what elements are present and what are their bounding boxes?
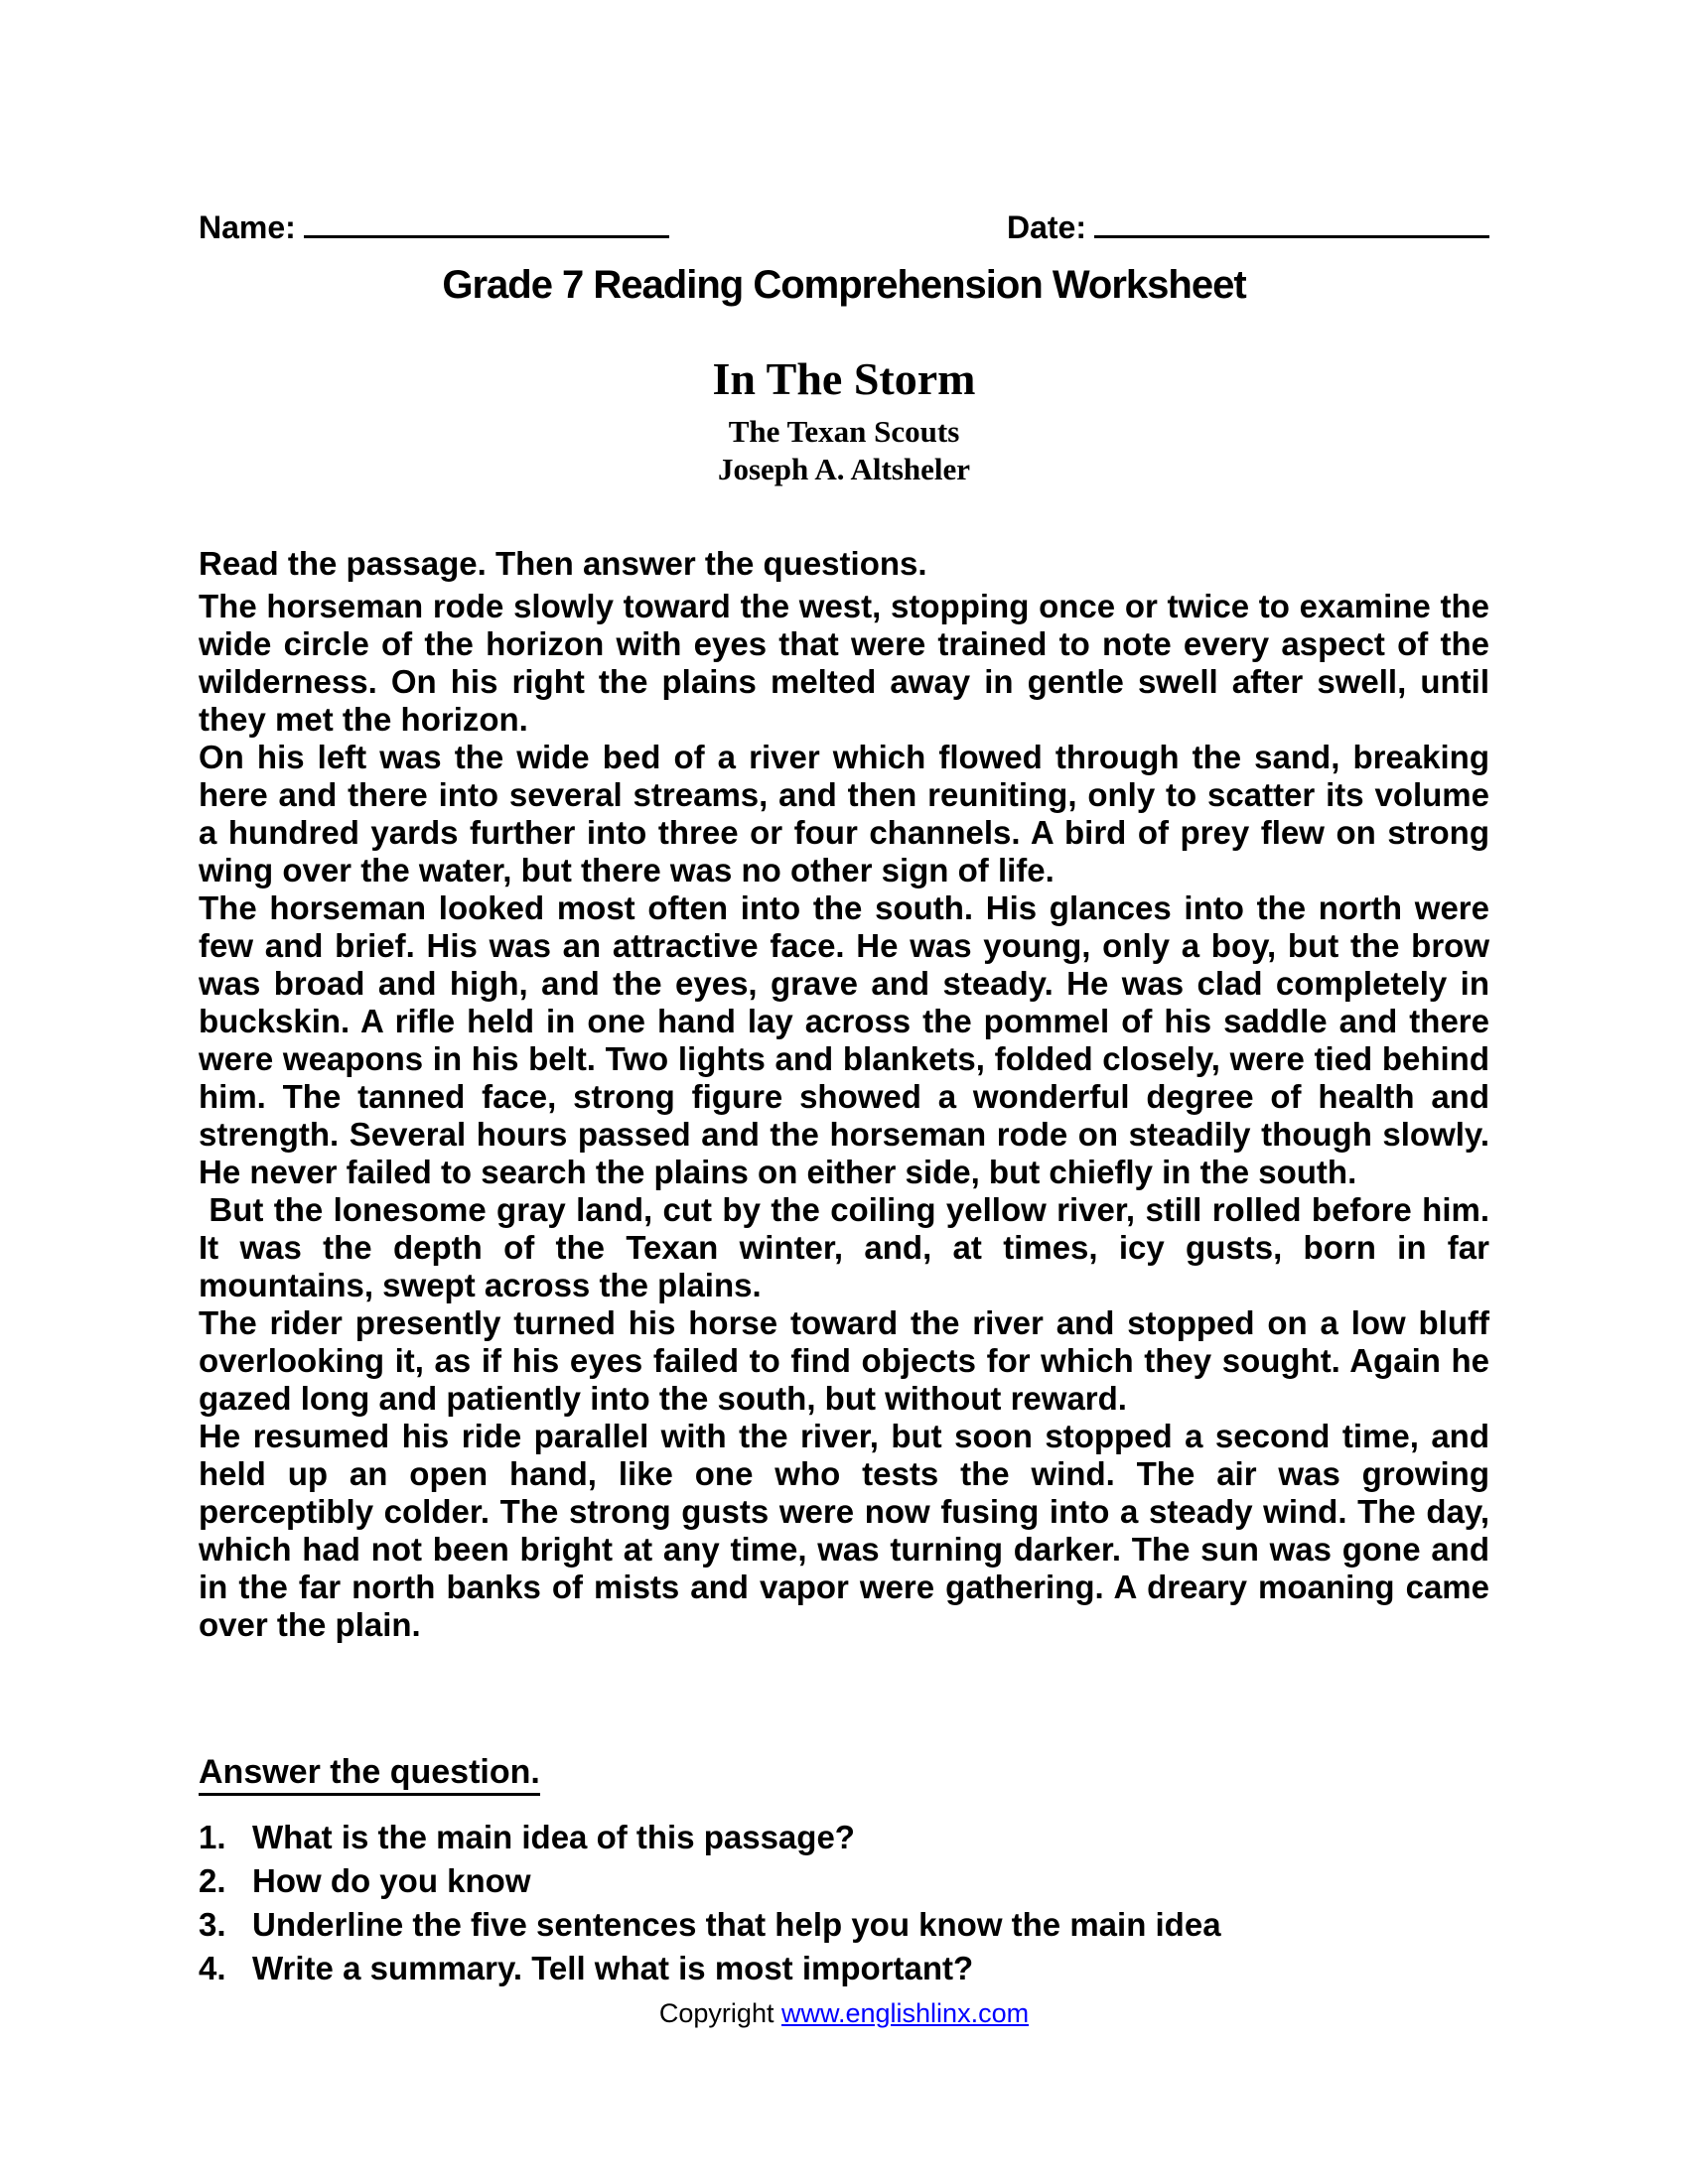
question-text: Underline the five sentences that help you know the main idea — [252, 1906, 1221, 1944]
question-number: 2. — [199, 1862, 226, 1900]
passage-paragraph: The horseman rode slowly toward the west, stopping once or twice to examine the wide circle of the horizon with eyes that were trained to note every aspect of the wilderness. On his right the plains melted away in gentle swell after swell, until they met the horizon. — [199, 588, 1489, 739]
date-label: Date: — [1006, 209, 1086, 245]
questions-section — [199, 1753, 1489, 1792]
passage-paragraph: The horseman looked most often into the south. His glances into the north were few and brief. His was an attractive face. He was young, only a boy, but the brow was broad and high, and the eyes, grave and steady. He was clad completely in buckskin. A rifle held in one hand lay across the pommel of his saddle and there were weapons in his belt. Two lights and blankets, folded closely, were tied behind him. The tanned face, strong figure showed a wonderful degree of health and strength. Several hours passed and the horseman rode on steadily though slowly. He never failed to search the plains on either side, but chiefly in the south. — [199, 889, 1489, 1191]
copyright-label: Copyright — [658, 1998, 774, 2029]
question-item — [199, 1947, 1489, 1990]
passage-instructions: Read the passage. Then answer the questions. — [199, 545, 927, 583]
passage-book-title: The Texan Scouts — [728, 414, 960, 450]
passage-paragraph: On his left was the wide bed of a river which flowed through the sand, breaking here and there into several streams, and then reuniting, only to scatter its volume a hundred yards further into three or four channels. A bird of prey flew on strong wing over the water, but there was no other sign of life. — [199, 739, 1489, 889]
copyright-link[interactable]: www.englishlinx.com — [780, 1998, 1030, 2029]
question-item — [199, 1859, 1489, 1903]
question-text: How do you know — [252, 1862, 531, 1900]
passage-paragraph: The rider presently turned his horse toward the river and stopped on a low bluff overlooking it, as if his eyes failed to find objects for which they sought. Again he gazed long and patiently into the south, but without reward. — [199, 1304, 1489, 1418]
questions-list — [199, 1816, 1489, 1990]
name-date-row — [199, 204, 1489, 246]
passage-paragraph: But the lonesome gray land, cut by the coiling yellow river, still rolled before him. It was the depth of the Texan winter, and, at times, icy gusts, born in far mountains, swept across the plains. — [199, 1191, 1489, 1304]
passage-author: Joseph A. Altsheler — [717, 452, 971, 487]
question-number: 4. — [199, 1950, 226, 1987]
name-field — [199, 204, 669, 246]
question-text: Write a summary. Tell what is most important? — [252, 1950, 974, 1987]
worksheet-title: Grade 7 Reading Comprehension Worksheet — [442, 263, 1246, 307]
passage-body — [199, 588, 1489, 1644]
date-blank-line — [1094, 204, 1489, 238]
passage-paragraph: He resumed his ride parallel with the river, but soon stopped a second time, and held up an open hand, like one who tests the wind. The air was growing perceptibly colder. The strong gusts were now fusing into a steady wind. The day, which had not been bright at any time, was turning darker. The sun was gone and in the far north banks of mists and vapor were gathering. A dreary moaning came over the plain. — [199, 1418, 1489, 1644]
questions-heading: Answer the question. — [199, 1753, 540, 1796]
passage-title: In The Storm — [712, 353, 976, 404]
question-item — [199, 1816, 1489, 1859]
question-text: What is the main idea of this passage? — [252, 1819, 855, 1856]
name-label: Name: — [199, 209, 296, 245]
question-number: 3. — [199, 1906, 226, 1944]
worksheet-page — [199, 0, 1489, 2029]
footer — [199, 1998, 1489, 2029]
date-field — [1007, 204, 1489, 246]
question-item — [199, 1903, 1489, 1947]
name-blank-line — [304, 204, 669, 238]
question-number: 1. — [199, 1819, 226, 1856]
